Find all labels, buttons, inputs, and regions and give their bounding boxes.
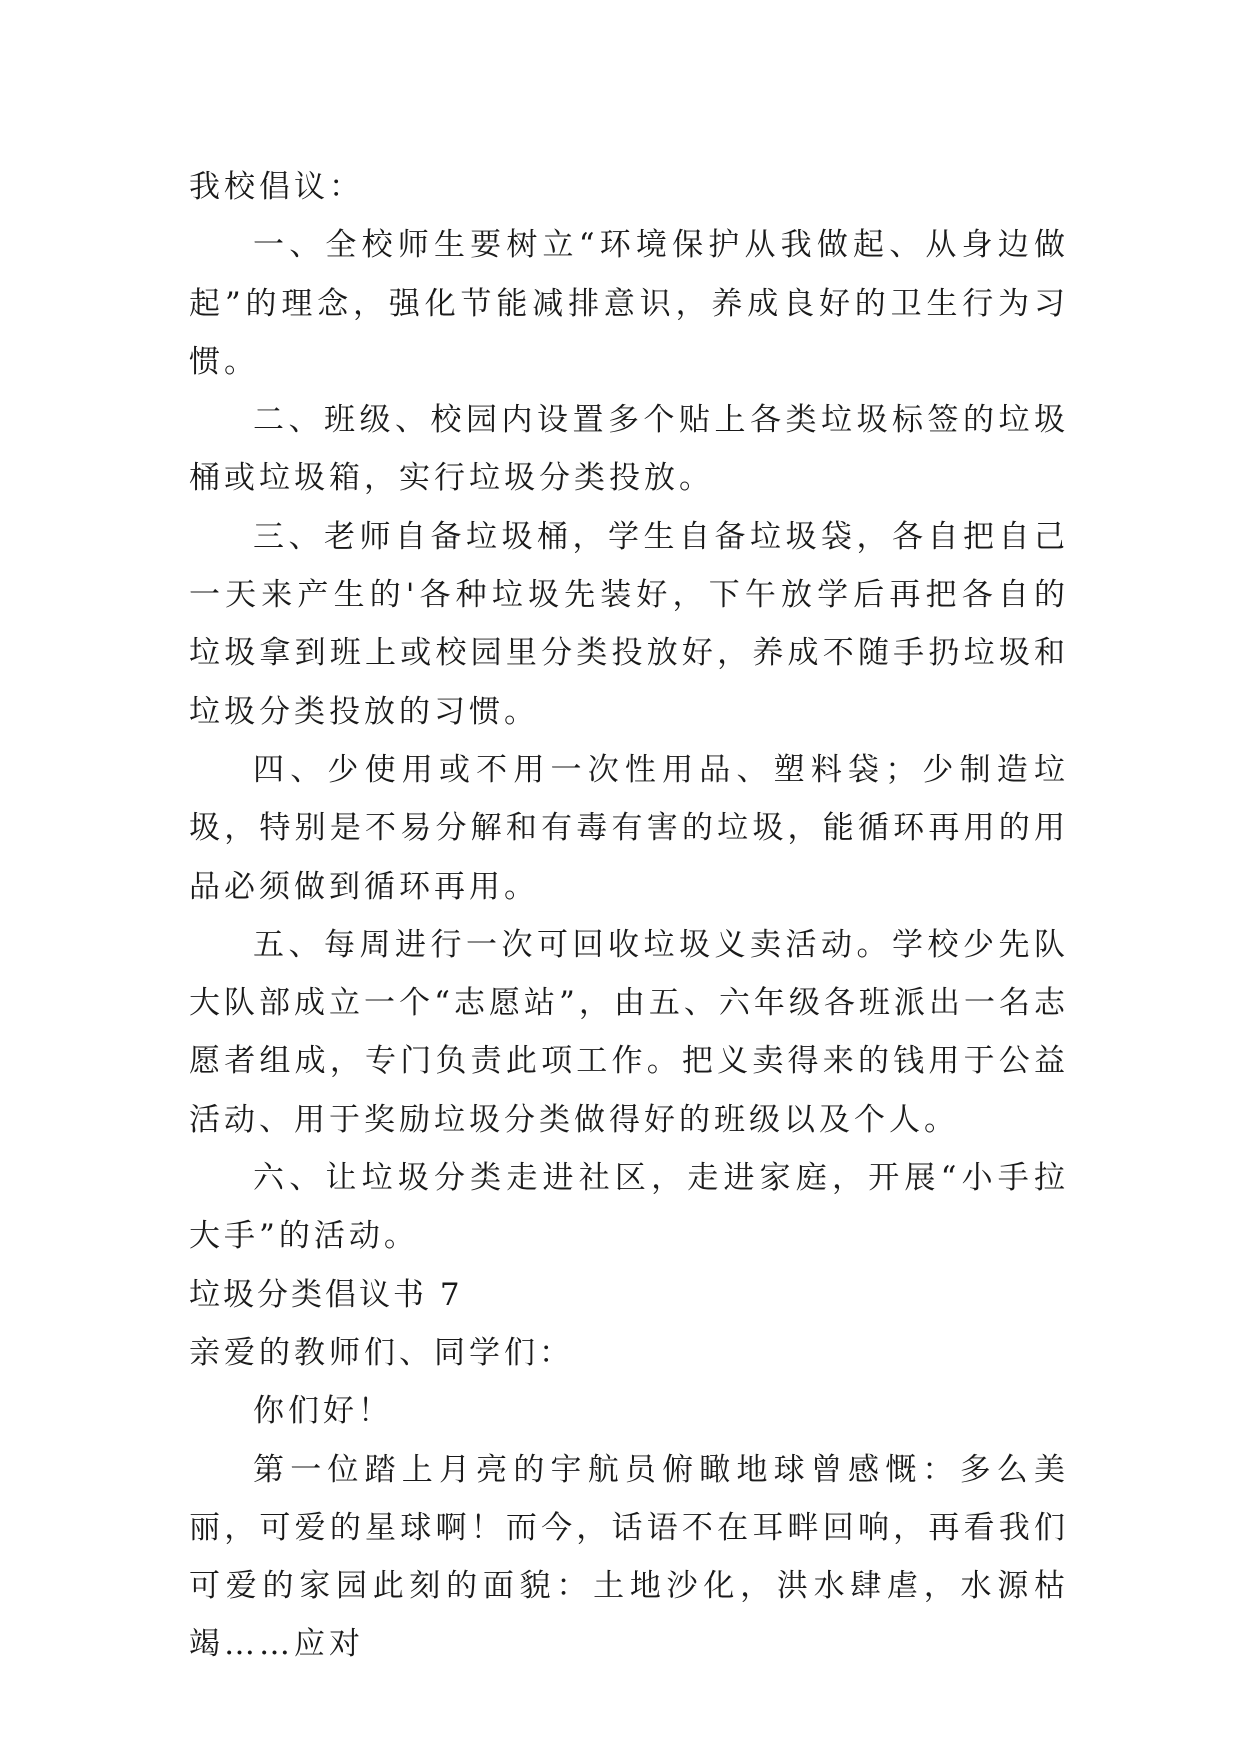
greeting: 你们好！ xyxy=(253,1393,393,1430)
salutation: 亲爱的教师们、同学们： xyxy=(189,1334,574,1371)
paragraph-body: 第一位踏上月亮的宇航员俯瞰地球曾感慨：多么美丽，可爱的星球啊！而今，话语不在耳畔回响，再看我们可爱的家园此刻的面貌：土地沙化，洪水肆虐，水源枯竭……应对 xyxy=(189,1451,1069,1663)
paragraph-item-1: 一、全校师生要树立“环境保护从我做起、从身边做起”的理念，强化节能减排意识，养成良好的卫生行为习惯。 xyxy=(189,227,1069,380)
document-body xyxy=(189,158,1069,1674)
paragraph-item-5: 五、每周进行一次可回收垃圾义卖活动。学校少先队大队部成立一个“志愿站”，由五、六年级各班派出一名志愿者组成，专门负责此项工作。把义卖得来的钱用于公益活动、用于奖励垃圾分类做得好的班级以及个人。 xyxy=(189,926,1069,1138)
section-title: 垃圾分类倡议书 7 xyxy=(189,1276,463,1313)
paragraph-item-4: 四、少使用或不用一次性用品、塑料袋；少制造垃圾，特别是不易分解和有毒有害的垃圾，能循环再用的用品必须做到循环再用。 xyxy=(189,751,1069,905)
paragraph-item-2: 二、班级、校园内设置多个贴上各类垃圾标签的垃圾桶或垃圾箱，实行垃圾分类投放。 xyxy=(189,402,1069,497)
paragraph-item-3: 三、老师自备垃圾桶，学生自备垃圾袋，各自把自己一天来产生的'各种垃圾先装好，下午放学后再把各自的垃圾拿到班上或校园里分类投放好，养成不随手扔垃圾和垃圾分类投放的习惯。 xyxy=(189,518,1069,730)
paragraph-item-6: 六、让垃圾分类走进社区，走进家庭，开展“小手拉大手”的活动。 xyxy=(189,1160,1069,1255)
paragraph-intro: 我校倡议： xyxy=(189,169,364,205)
